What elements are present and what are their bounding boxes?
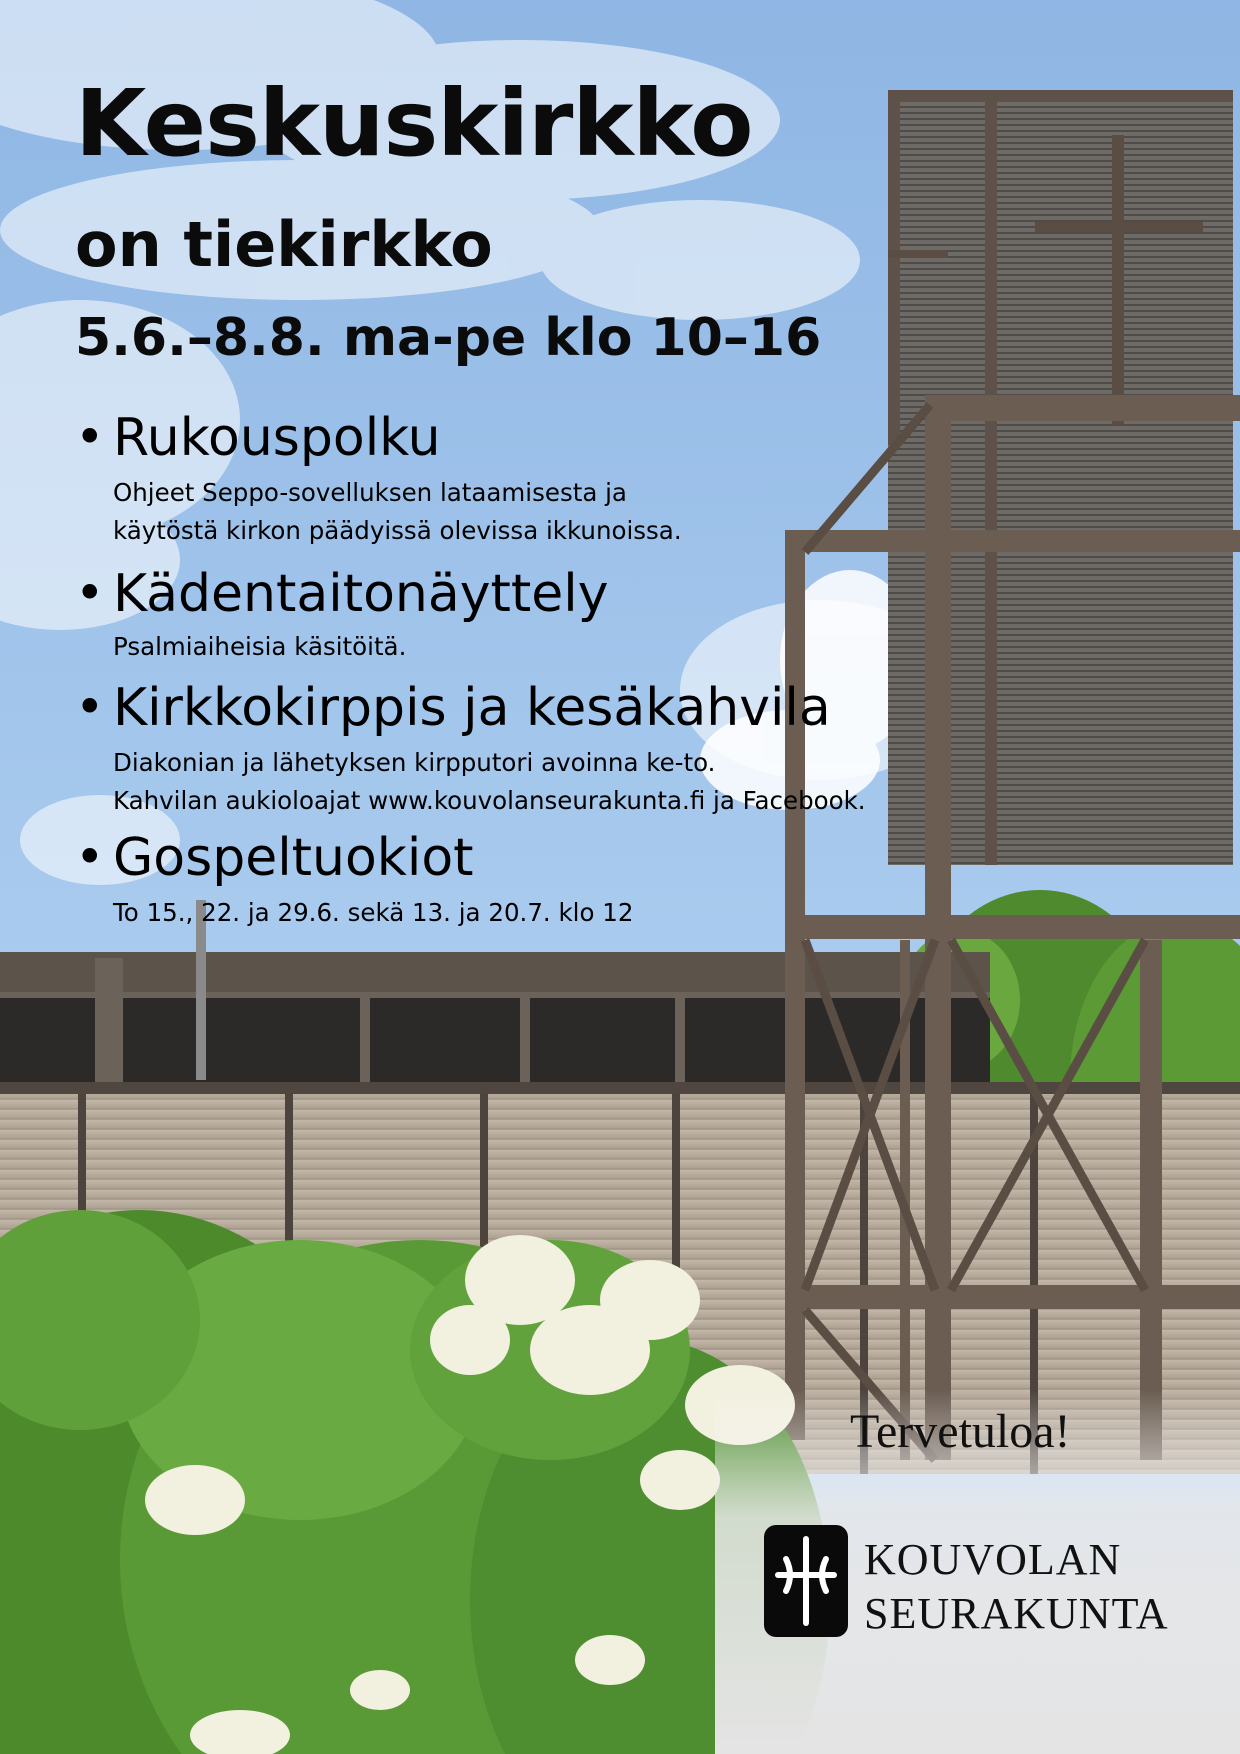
welcome-text: Tervetuloa! (850, 1405, 1071, 1458)
bullet: • (75, 828, 105, 886)
event-description-line: käytöstä kirkon päädyissä olevissa ikkunoissa. (113, 516, 682, 545)
event-description-line: To 15., 22. ja 29.6. sekä 13. ja 20.7. klo 12 (113, 898, 634, 927)
event-description-line: Ohjeet Seppo-sovelluksen lataamisesta ja (113, 478, 627, 507)
event-description-line: Psalmiaiheisia käsitöitä. (113, 632, 407, 661)
event-heading: Rukouspolku (113, 408, 441, 468)
poster-title: Keskuskirkko (75, 70, 753, 177)
bullet: • (75, 678, 105, 736)
bullet: • (75, 408, 105, 466)
bullet: • (75, 564, 105, 622)
event-heading: Gospeltuokiot (113, 828, 474, 888)
cross-logo-icon (764, 1525, 848, 1637)
event-heading: Kirkkokirppis ja kesäkahvila (113, 678, 831, 738)
logo-text-line1: KOUVOLAN (864, 1535, 1122, 1584)
poster-dates: 5.6.–8.8. ma-pe klo 10–16 (75, 308, 822, 368)
poster-subtitle: on tiekirkko (75, 208, 493, 281)
event-heading: Kädentaitonäyttely (113, 564, 609, 624)
event-description-line: Kahvilan aukioloajat www.kouvolanseurakunta.fi ja Facebook. (113, 786, 866, 815)
logo-text-line2: SEURAKUNTA (864, 1589, 1169, 1638)
event-description-line: Diakonian ja lähetyksen kirpputori avoinna ke-to. (113, 748, 716, 777)
